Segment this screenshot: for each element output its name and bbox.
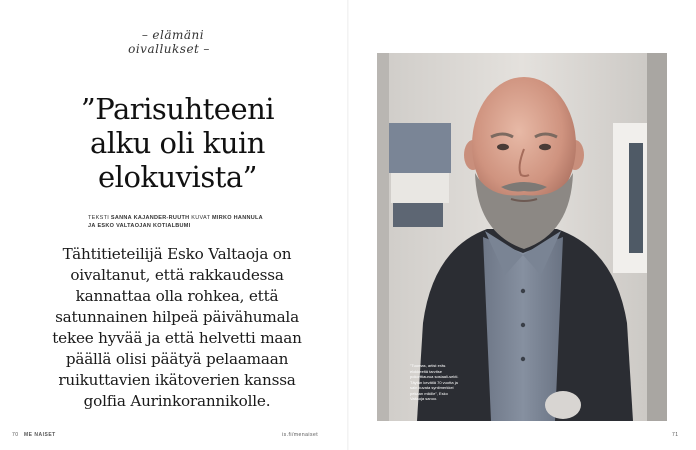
- page-number-right: 71: [672, 432, 679, 438]
- kicker-dash-right: –: [203, 42, 210, 56]
- credits-and: JA: [88, 223, 96, 229]
- article-headline: [40, 92, 315, 194]
- credits-text-author: SANNA KAJANDER-RUUTH: [110, 215, 190, 221]
- photo-caption: ”Tuomas, artist eräs elokkeeltä tarvitse pokorttiaurua sosiaali-sekti. Täytän kevätlä 70 vuotta ja sain kuvata syntimerkkei pekaan mikille”, Esko Valtaoja sanoo.: [410, 363, 459, 401]
- section-kicker: [98, 28, 244, 56]
- kicker-dash-left: –: [141, 28, 149, 42]
- credits-photos-label: KUVAT: [191, 215, 211, 221]
- page-gutter: [347, 0, 349, 450]
- website-url: is.fi/menaiset: [282, 432, 319, 438]
- kicker-text: elämäni oivallukset: [128, 28, 205, 56]
- magazine-name: ME NAISET: [24, 432, 56, 438]
- lead-paragraph: Tähtitieteilijä Esko Valtaoja on oivaltanut, että rakkaudessa kannattaa olla rohkea, että satunnainen hilpeä päivähumala tekee hyvää ja että helvetti maan päällä olisi päätyä pelaamaan ruikuttavien ikätoverien kanssa golfia Aurinkorannikolle.: [52, 245, 302, 410]
- headline-line-3: elokuvista”: [98, 160, 257, 194]
- portrait-photo: [377, 53, 667, 421]
- headline-line-2: alku oli kuin: [90, 126, 265, 160]
- article-credits: [88, 214, 288, 230]
- credits-text-label: TEKSTI: [88, 215, 110, 221]
- credits-photographer: MIRKO HANNULA: [212, 215, 263, 221]
- headline-line-1: ”Parisuhteeni: [80, 92, 275, 126]
- credits-album: ESKO VALTAOJAN KOTIALBUMI: [97, 223, 191, 229]
- page-number-left: 70: [12, 432, 19, 438]
